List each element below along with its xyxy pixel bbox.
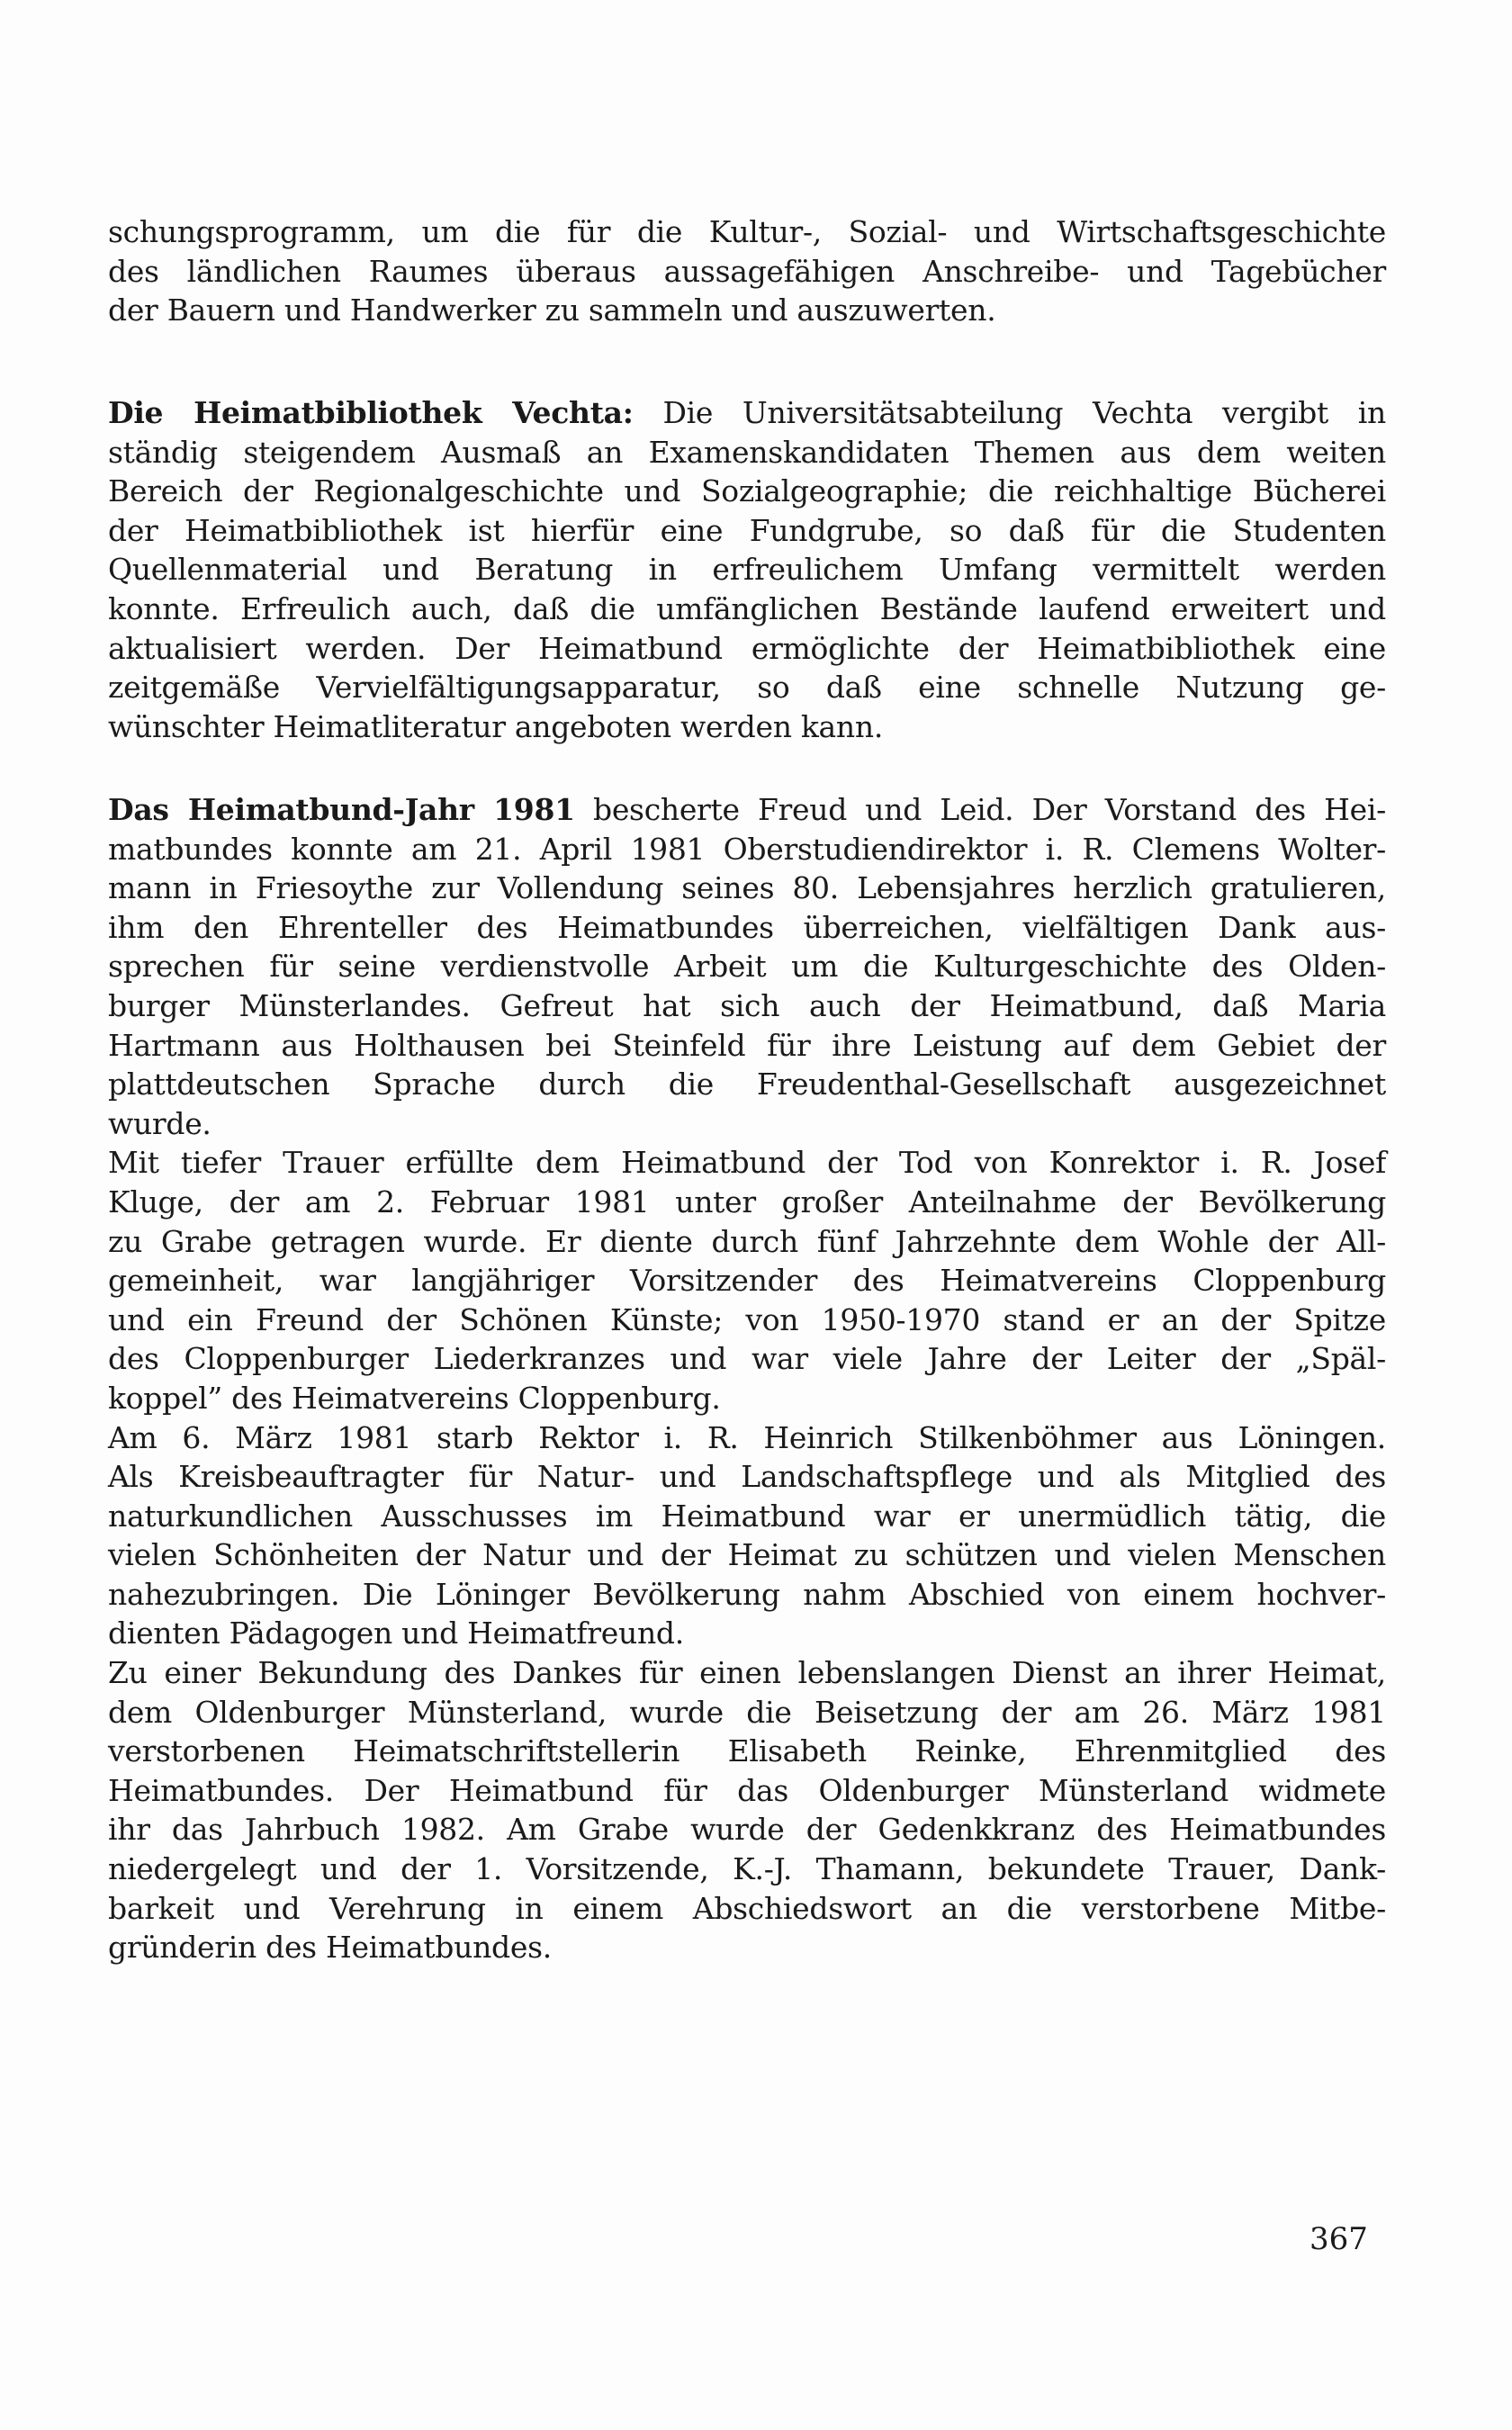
text-line: koppel” des Heimatvereins Cloppenburg. — [108, 1380, 721, 1416]
text-line: matbundes konnte am 21. April 1981 Oberstudiendirektor i. R. Clemens Wolter- — [108, 831, 1386, 867]
text-line: Heimatbundes. Der Heimatbund für das Oldenburger Münsterland widmete — [108, 1772, 1386, 1808]
text-line: niedergelegt und der 1. Vorsitzende, K.-J. Thamann, bekundete Trauer, Dank- — [108, 1851, 1386, 1887]
text-line: zu Grabe getragen wurde. Er diente durch fünf Jahrzehnte dem Wohle der All- — [108, 1223, 1386, 1259]
text-line: der Bauern und Handwerker zu sammeln und auszuwerten. — [108, 292, 996, 328]
text-line: ihr das Jahrbuch 1982. Am Grabe wurde der Gedenkkranz des Heimatbundes — [108, 1812, 1386, 1848]
text-line: Bereich der Regionalgeschichte und Sozialgeographie; die reichhaltige Bücherei — [108, 473, 1386, 509]
section-heading: Die Heimatbibliothek Vechta: — [108, 395, 634, 430]
section-heimatbund-jahr-1981 — [108, 790, 1386, 1967]
text-line: gemeinheit, war langjähriger Vorsitzender des Heimatvereins Cloppenburg — [108, 1263, 1386, 1299]
text-line: Mit tiefer Trauer erfüllte dem Heimatbund der Tod von Konrektor i. R. Josef — [108, 1145, 1386, 1181]
text-line: wünschter Heimatliteratur angeboten werden kann. — [108, 708, 884, 744]
text-line: schungsprogramm, um die für die Kultur-, Sozial- und Wirtschaftsgeschichte — [108, 214, 1386, 249]
text-line: Quellenmaterial und Beratung in erfreulichem Umfang vermittelt werden — [108, 552, 1386, 588]
text-line: verstorbenen Heimatschriftstellerin Elisabeth Reinke, Ehrenmitglied des — [108, 1733, 1386, 1769]
text-line: zeitgemäße Vervielfältigungsapparatur, so daß eine schnelle Nutzung ge- — [108, 670, 1386, 706]
page-number: 367 — [1310, 2221, 1368, 2257]
text-line: plattdeutschen Sprache durch die Freudenthal-Gesellschaft ausgezeichnet — [108, 1066, 1386, 1102]
text-line: mann in Friesoythe zur Vollendung seines 80. Lebensjahres herzlich gratulieren, — [108, 870, 1386, 906]
text-line: naturkundlichen Ausschusses im Heimatbund war er unermüdlich tätig, die — [108, 1498, 1386, 1534]
text-line: Hartmann aus Holthausen bei Steinfeld für ihre Leistung auf dem Gebiet der — [108, 1027, 1386, 1063]
text-fragment: Die Universitätsabteilung Vechta vergibt in — [633, 395, 1386, 430]
section-heimatbibliothek-vechta — [108, 393, 1386, 746]
text-line: gründerin des Heimatbundes. — [108, 1930, 552, 1966]
text-line: Zu einer Bekundung des Dankes für einen lebenslangen Dienst an ihrer Heimat, — [108, 1655, 1386, 1691]
text-line: Am 6. März 1981 starb Rektor i. R. Heinrich Stilkenböhmer aus Löningen. — [108, 1419, 1386, 1455]
text-line: dienten Pädagogen und Heimatfreund. — [108, 1616, 684, 1652]
text-line: wurde. — [108, 1105, 212, 1141]
text-line: Kluge, der am 2. Februar 1981 unter großer Anteilnahme der Bevölkerung — [108, 1184, 1386, 1220]
text-line: vielen Schönheiten der Natur und der Heimat zu schützen und vielen Menschen — [108, 1537, 1386, 1573]
text-line: nahezubringen. Die Löninger Bevölkerung nahm Abschied von einem hochver- — [108, 1576, 1386, 1612]
text-line: ständig steigendem Ausmaß an Examenskandidaten Themen aus dem weiten — [108, 434, 1386, 470]
text-line: burger Münsterlandes. Gefreut hat sich auch der Heimatbund, daß Maria — [108, 987, 1386, 1023]
intro-paragraph — [108, 212, 1386, 330]
text-line: ihm den Ehrenteller des Heimatbundes überreichen, vielfältigen Dank aus- — [108, 909, 1386, 945]
text-fragment: bescherte Freud und Leid. Der Vorstand des Hei- — [574, 792, 1386, 827]
text-line: sprechen für seine verdienstvolle Arbeit um die Kulturgeschichte des Olden- — [108, 949, 1386, 985]
section-heading: Das Heimatbund-Jahr 1981 — [108, 792, 575, 827]
text-line: aktualisiert werden. Der Heimatbund ermöglichte der Heimatbibliothek eine — [108, 630, 1386, 666]
text-line: des Cloppenburger Liederkranzes und war viele Jahre der Leiter der „Späl- — [108, 1341, 1386, 1377]
text-line: und ein Freund der Schönen Künste; von 1950-1970 stand er an der Spitze — [108, 1301, 1386, 1337]
text-line: konnte. Erfreulich auch, daß die umfänglichen Bestände laufend erweitert und — [108, 590, 1386, 626]
text-line: Als Kreisbeauftragter für Natur- und Landschaftspflege und als Mitglied des — [108, 1459, 1386, 1495]
text-line: dem Oldenburger Münsterland, wurde die Beisetzung der am 26. März 1981 — [108, 1694, 1386, 1730]
text-line: barkeit und Verehrung in einem Abschiedswort an die verstorbene Mitbe- — [108, 1890, 1386, 1926]
text-line: des ländlichen Raumes überaus aussagefähigen Anschreibe- und Tagebücher — [108, 253, 1386, 289]
text-line: der Heimatbibliothek ist hierfür eine Fundgrube, so daß für die Studenten — [108, 512, 1386, 548]
